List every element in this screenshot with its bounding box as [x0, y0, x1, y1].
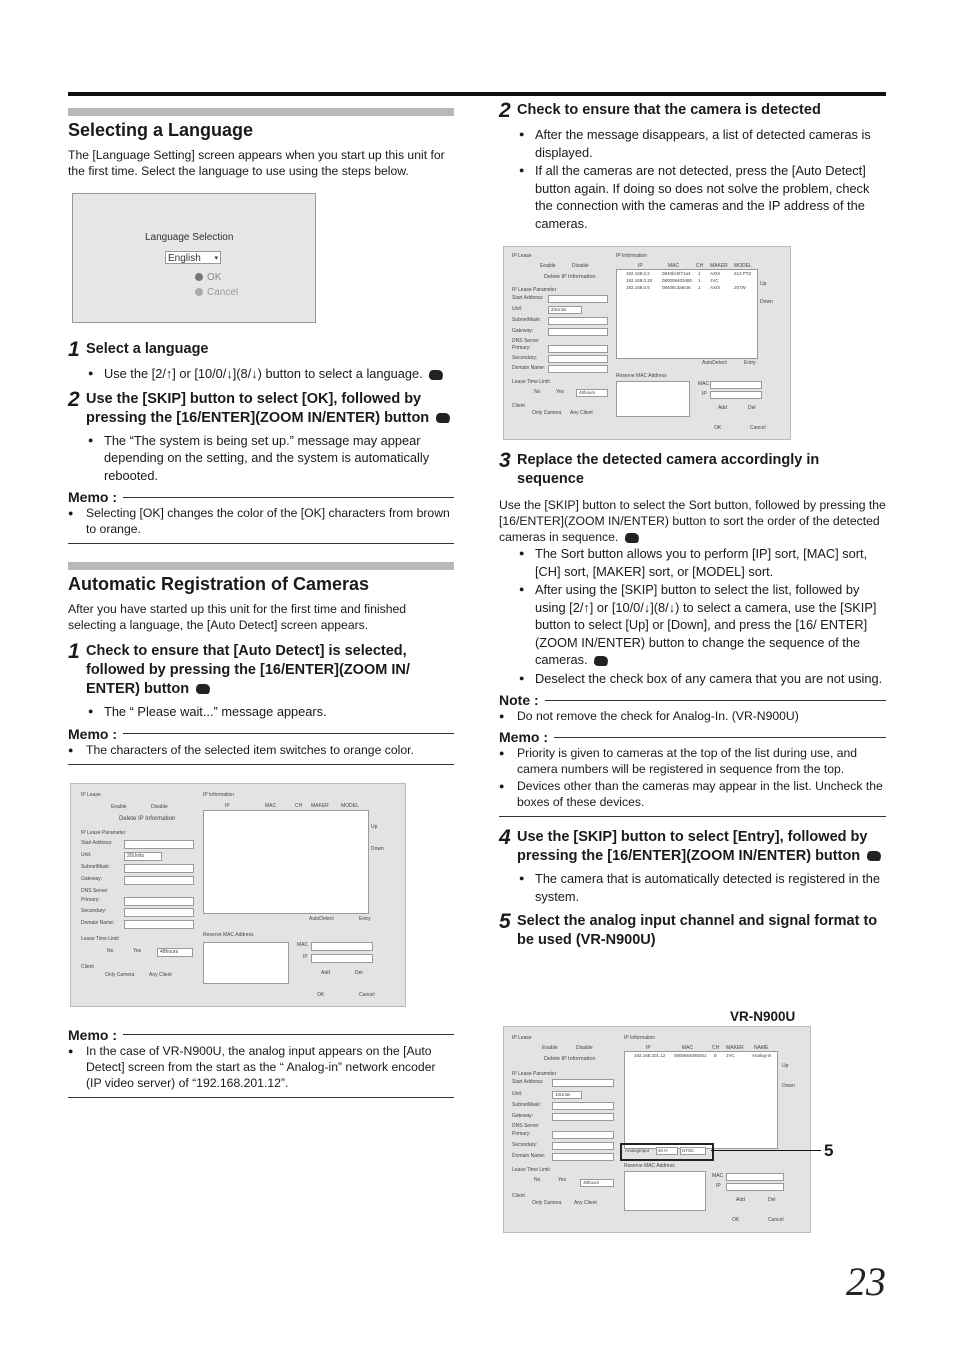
lang-shot-title: Language Selection — [145, 232, 234, 243]
unit-select: 10Units — [552, 1091, 582, 1099]
subnet-field — [548, 317, 608, 325]
memo-list — [68, 1043, 454, 1091]
reserve-list — [624, 1171, 706, 1211]
memo-item: ● In the case of VR-N900U, the analog input appears on the [Auto Detect] screen from the start as the “ Analog-in” network encoder (IP video server) of “192.168.201.12”. — [68, 1043, 454, 1091]
subnet-field — [124, 864, 194, 873]
gateway-field — [124, 876, 194, 885]
lang-select: English ▾ — [165, 251, 221, 264]
section-title-language: Selecting a Language — [68, 120, 254, 140]
hand-icon — [624, 533, 640, 543]
note-heading: Note : — [499, 692, 886, 708]
subnet-field — [552, 1102, 614, 1110]
memo-list — [68, 505, 454, 537]
memo-item: ● Devices other than the cameras may appear in the list. Uncheck the boxes of these devices. — [499, 778, 886, 810]
section-title-auto-registration: Automatic Registration of Cameras — [68, 574, 370, 594]
top-rule — [68, 92, 886, 96]
auto-detect-screenshot-b: IP Lease Enable Disable Delete IP Information IP Lease Parameter Start Address: Unit: SubnetMask: Gateway: DNS Server Primary: Secondary: Domain Name: 20Units Lease Time Limit No Yes 48hours Client Only Camera Any Client IP Information IP MAC CH MAKER MODEL 192.168.0.2 0840bc0f71a4 1 AXIS 213 PTZ 192.168.0.20 080008403480 1 JVC 192.168.0.5 08408c3a6c9c 1 AXIS 207W Up Down AutoDetect Entry Reserve MAC Address MAC IP Add Del OK Cancel — [503, 246, 791, 440]
memo-heading: Memo : — [68, 726, 454, 742]
reserve-list — [203, 942, 289, 984]
step-bullets — [68, 365, 454, 383]
step-bullets — [499, 545, 886, 687]
section-bar — [68, 562, 454, 570]
hours-select: 48hours — [576, 389, 608, 397]
bullet: ● Use the [2/↑] or [10/0/↓](8/↓) button to select a language. — [88, 365, 454, 383]
step-check-detected: 2 Check to ensure that the camera is detected — [499, 99, 821, 122]
unit-select: 20Units — [124, 852, 162, 861]
unit-select: 20Units — [548, 306, 582, 314]
step-select-ok: 2 Use the [SKIP] button to select [OK], followed by pressing the [16/ENTER](ZOOM IN/ENTER) button — [68, 389, 454, 428]
left-column — [68, 108, 454, 1116]
analog-input-highlight: AnalogInput 40 H NTSC — [620, 1143, 714, 1161]
auto-detect-screenshot-c: IP Lease Enable Disable Delete IP Information IP Lease Parameter Start Address: Unit: SubnetMask: Gateway: DNS Server Primary: Secondary: Domain Name: 10Units Lease Time Limit No Yes 48hours Client Only Camera Any Client IP Information IP MAC CH MAKER NAME 192.168.201.12 0800864085001 8 JVC Analog-In Up Down AnalogInput 40 H NTSC Reserve MAC Address MAC IP Add Del OK Cancel — [503, 1026, 811, 1233]
hand-icon — [195, 684, 211, 694]
lang-ok: OK — [195, 272, 221, 283]
lang-cancel: Cancel — [195, 287, 238, 298]
section-bar — [68, 108, 454, 116]
vr-n900u-label: VR-N900U — [730, 1009, 796, 1024]
secondary-field — [552, 1142, 614, 1150]
right-column — [499, 100, 886, 954]
start-address-field — [124, 840, 194, 849]
ip-field — [726, 1183, 784, 1191]
step-bullets — [68, 432, 454, 485]
memo-divider — [68, 1097, 454, 1098]
gateway-field — [552, 1113, 614, 1121]
hand-icon — [435, 413, 451, 423]
primary-field — [548, 345, 608, 353]
bullet: ● The “The system is being set up.” message may appear depending on the setting, and the system is automatically rebooted. — [88, 432, 454, 485]
memo-item: ● Priority is given to cameras at the top of the list during use, and camera numbers will be registered in sequence from the top. — [499, 745, 886, 777]
mac-field — [726, 1173, 784, 1181]
hours-select: 48hours — [580, 1179, 614, 1187]
hours-select: 48hours — [157, 948, 193, 957]
secondary-field — [124, 908, 194, 917]
note-list — [499, 708, 886, 724]
camera-list — [203, 810, 369, 914]
step-select-language: 1 Select a language — [68, 338, 209, 361]
memo-divider — [68, 543, 454, 544]
memo-item: ● The characters of the selected item switches to orange color. — [68, 742, 454, 758]
start-address-field — [548, 295, 608, 303]
auto-intro: After you have started up this unit for the first time and finished selecting a language, the [Auto Detect] screen appears. — [68, 602, 407, 632]
ip-field — [311, 954, 373, 963]
note-item: ● Do not remove the check for Analog-In. (VR-N900U) — [499, 708, 886, 724]
hand-icon — [428, 370, 444, 380]
bullet: ● If all the cameras are not detected, press the [Auto Detect] button again. If doing so does not solve the problem, check the connection with the cameras and the IP address of the cameras. — [519, 162, 886, 232]
step-replace-camera: 3 Replace the detected camera accordingly in sequence — [499, 449, 820, 487]
memo-divider — [68, 764, 454, 765]
memo-heading: Memo : — [499, 729, 886, 745]
memo-item: ● Selecting [OK] changes the color of the [OK] characters from brown to orange. — [68, 505, 454, 537]
step3-intro: Use the [SKIP] button to select the Sort button, followed by pressing the [16/ENTER](ZOOM IN/ENTER) button to sort the order of the detected cameras in sequence. — [499, 498, 886, 544]
callout-number: 5 — [824, 1141, 834, 1160]
hand-icon — [593, 656, 609, 666]
auto-detect-screenshot-a: IP Lease Enable Disable Delete IP Information IP Lease Parameter Start Address: Unit: SubnetMask: Gateway: DNS Server Primary: Secondary: Domain Name: 20Units Lease Time Limit No Yes 48hours Client Only Camera Any Client IP Information IP MAC CH MAKER MODEL Up Down AutoDetect Entry Reserve MAC Address MAC IP Add Del OK Cancel — [70, 783, 406, 1007]
language-selection-screenshot — [72, 193, 316, 323]
start-address-field — [552, 1079, 614, 1087]
radio-icon — [195, 273, 203, 281]
mac-field — [710, 381, 762, 389]
step-bullets — [68, 703, 454, 721]
language-intro: The [Language Setting] screen appears when you start up this unit for the first time. Select the language to use using the steps below. — [68, 148, 445, 178]
radio-icon — [195, 288, 203, 296]
memo-heading: Memo : — [68, 1027, 454, 1043]
memo-heading: Memo : — [68, 489, 454, 505]
memo-divider — [499, 816, 886, 817]
secondary-field — [548, 355, 608, 363]
ip-field — [710, 391, 762, 399]
bullet: ● After using the [SKIP] button to select the list, followed by using [2/↑] or [10/0/↓](8/↓) to select a camera, use the [SKIP] button to select [Up] or [Down], and press the [16/ ENTER](ZOOM IN/ENTER) button to change the sequence of the cameras. — [519, 581, 886, 669]
memo-list — [68, 742, 454, 758]
primary-field — [124, 897, 194, 906]
memo-list — [499, 745, 886, 810]
bullet: ● The camera that is automatically detected is registered in the system. — [519, 870, 886, 905]
domain-field — [552, 1153, 614, 1161]
callout-line — [711, 1150, 821, 1151]
bullet: ● The Sort button allows you to perform [IP] sort, [MAC] sort, [CH] sort, [MAKER] sort, or [MODEL] sort. — [519, 545, 886, 580]
step-auto-detect: 1 Check to ensure that [Auto Detect] is selected, followed by pressing the [16/ENTER](ZOOM IN/ ENTER) button — [68, 640, 410, 697]
bullet: ● Deselect the check box of any camera that you are not using. — [519, 670, 886, 688]
step-select-entry: 4 Use the [SKIP] button to select [Entry], followed by pressing the [16/ENTER](ZOOM IN/ENTER) button — [499, 827, 886, 866]
gateway-field — [548, 328, 608, 336]
step-bullets — [499, 870, 886, 905]
chevron-down-icon: ▾ — [214, 255, 218, 262]
bullet: ● The “ Please wait...” message appears. — [88, 703, 454, 721]
camera-list — [624, 1051, 778, 1149]
bullet: ● After the message disappears, a list of detected cameras is displayed. — [519, 126, 886, 161]
page-number: 23 — [846, 1259, 886, 1304]
primary-field — [552, 1131, 614, 1139]
hand-icon — [866, 851, 882, 861]
step-select-analog: 5 Select the analog input channel and signal format to be used (VR-N900U) — [499, 910, 878, 948]
mac-field — [311, 942, 373, 951]
domain-field — [124, 920, 194, 929]
step-bullets — [499, 126, 886, 232]
reserve-list — [616, 381, 690, 417]
domain-field — [548, 365, 608, 373]
